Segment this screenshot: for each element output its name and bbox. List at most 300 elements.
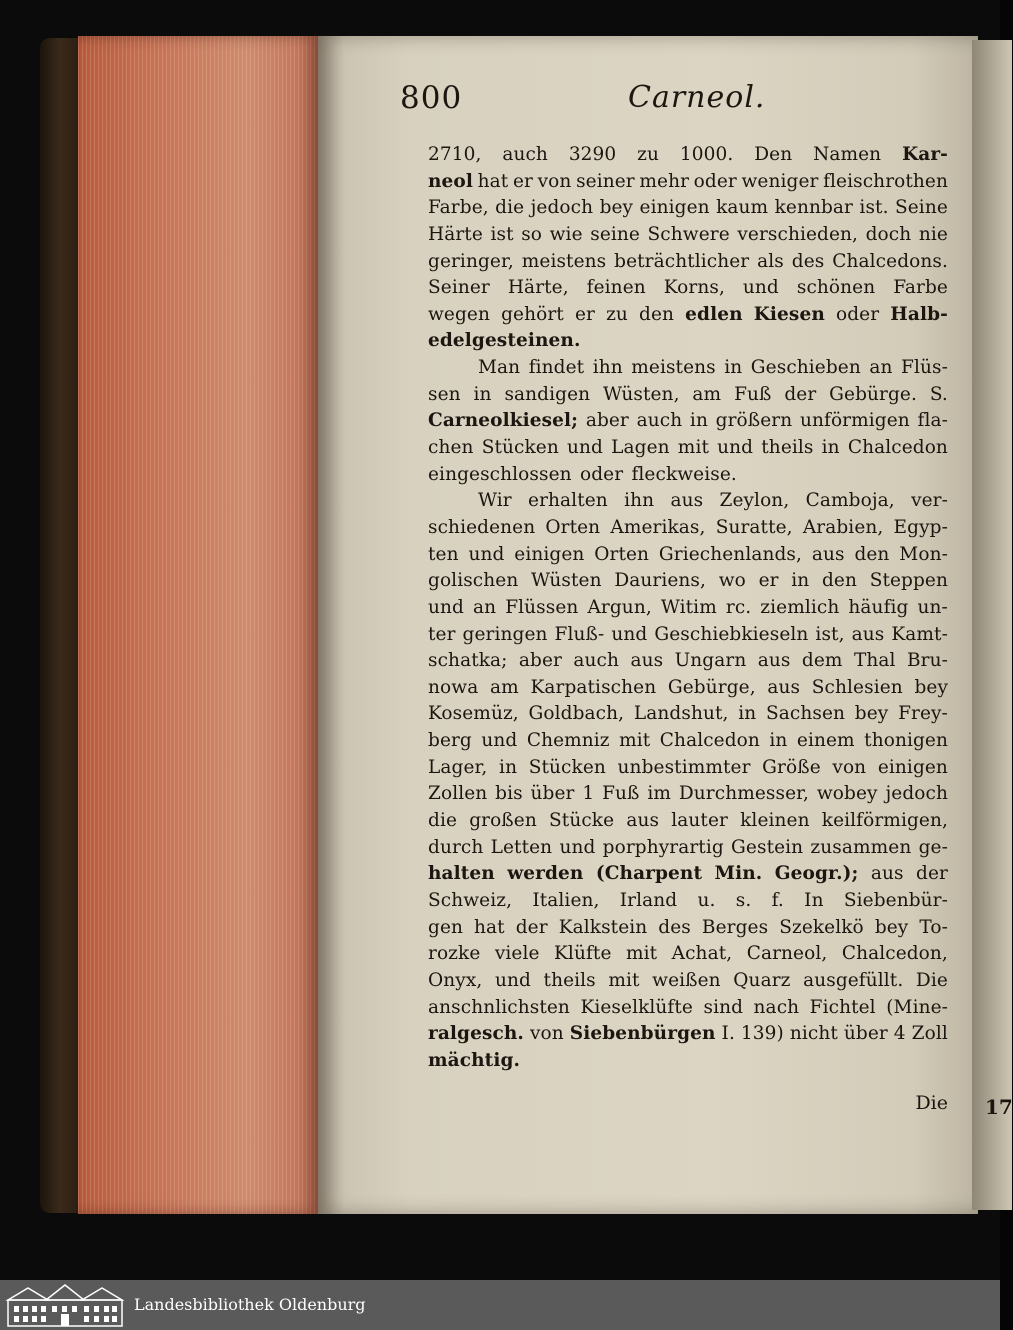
word: Chalcedon — [659, 730, 760, 752]
word: Kamt- — [891, 623, 948, 645]
word: jedoch — [530, 197, 594, 219]
word: gehört — [501, 303, 564, 325]
text-line — [428, 142, 948, 169]
word: Größe — [762, 756, 821, 778]
word: Gebürge, — [667, 676, 756, 698]
word: als — [757, 250, 784, 272]
library-name: Landesbibliothek Oldenburg — [134, 1295, 366, 1314]
word: aus — [870, 863, 904, 885]
word: s. — [735, 889, 752, 911]
word: dem — [801, 650, 843, 672]
word: Schlesien — [811, 676, 903, 698]
word: über — [843, 1023, 888, 1045]
word: rc. — [725, 596, 752, 618]
word: meistens — [521, 250, 607, 272]
word: Carneolkiesel; — [428, 410, 579, 432]
text-line — [428, 355, 948, 382]
word: bey — [914, 676, 948, 698]
word: Härte — [428, 223, 483, 245]
word: die — [495, 197, 525, 219]
word: größern — [715, 410, 793, 432]
word: nie — [918, 223, 948, 245]
word: golischen — [428, 570, 519, 592]
word: Frey- — [898, 703, 948, 725]
word: zu — [606, 303, 628, 325]
word: Farbe, — [428, 197, 489, 219]
word: ten — [428, 543, 459, 565]
word: Kiesen — [753, 303, 825, 325]
word: Wüsten, — [603, 383, 680, 405]
word: nach — [753, 996, 800, 1018]
word: Härte, — [507, 277, 569, 299]
word: oder — [579, 463, 624, 485]
word: kennbar — [774, 197, 853, 219]
word: mit — [625, 943, 658, 965]
word: Witim — [660, 596, 717, 618]
word: des — [791, 250, 825, 272]
word: und — [567, 437, 603, 459]
word: wobey — [816, 783, 878, 805]
word: Orten — [545, 516, 601, 538]
word: einigen — [514, 543, 585, 565]
word: Orten — [594, 543, 650, 565]
word: Steppen — [869, 570, 948, 592]
page-number: 800 — [400, 80, 463, 116]
text-line — [428, 941, 948, 968]
word: ralgesch. — [428, 1023, 524, 1045]
word: über — [530, 783, 575, 805]
word: fleckweise. — [631, 463, 737, 485]
word: In — [804, 889, 824, 911]
word: schönen — [796, 277, 876, 299]
word: Suratte, — [715, 516, 793, 538]
word: und — [611, 623, 648, 645]
text-line — [428, 542, 948, 569]
word: Stücken — [481, 437, 559, 459]
word: Griechenlands, — [658, 543, 802, 565]
word: Landshut, — [633, 703, 729, 725]
word: er — [758, 570, 779, 592]
word: Dauriens, — [614, 570, 706, 592]
word: ter — [428, 623, 456, 645]
word: aus — [670, 490, 704, 512]
word: Gebürge. — [829, 383, 917, 405]
word: auch — [573, 650, 620, 672]
word: oder — [693, 170, 737, 192]
word: und — [481, 730, 518, 752]
text-line — [428, 488, 948, 515]
word: er — [512, 170, 533, 192]
word: weißen — [652, 969, 721, 991]
word: aus — [811, 543, 845, 565]
word: aber — [518, 650, 562, 672]
word: einem — [796, 730, 855, 752]
word: Gestein — [731, 836, 804, 858]
word: und — [717, 437, 754, 459]
word: fleischrothen — [823, 170, 948, 192]
word: rozke — [428, 943, 481, 965]
text-line — [428, 169, 948, 196]
word: edlen — [685, 303, 743, 325]
running-head: Carneol. — [628, 80, 766, 115]
word: in — [738, 703, 757, 725]
text-line — [428, 781, 948, 808]
word: in — [769, 730, 788, 752]
word: Man — [478, 357, 521, 379]
word: I. — [721, 1023, 735, 1045]
word: erhalten — [528, 490, 608, 512]
word: aus — [767, 676, 801, 698]
word: nowa — [428, 676, 479, 698]
word: schatka; — [428, 650, 508, 672]
text-line — [428, 888, 948, 915]
text-line — [428, 222, 948, 249]
word: in — [689, 410, 708, 432]
word: Zoll — [911, 1023, 948, 1045]
text-line — [428, 675, 948, 702]
text-line — [428, 701, 948, 728]
word: am — [692, 383, 722, 405]
word: seine — [590, 223, 640, 245]
word: Min. — [714, 863, 763, 885]
word: (Mine- — [886, 996, 948, 1018]
word: aus — [630, 650, 664, 672]
word: Amerikas, — [610, 516, 706, 538]
word: Zollen — [428, 783, 488, 805]
word: Goldbach, — [528, 703, 625, 725]
text-line — [428, 435, 948, 462]
word: zusammen — [810, 836, 912, 858]
word: oder — [835, 303, 880, 325]
word: lauter — [671, 810, 728, 832]
word: er — [574, 303, 595, 325]
word: Bru- — [906, 650, 948, 672]
word: Kieselklüfte — [580, 996, 693, 1018]
word: Geschieben — [750, 357, 861, 379]
text-line — [428, 728, 948, 755]
word: in — [724, 357, 743, 379]
word: viele — [494, 943, 540, 965]
word: einigen — [639, 197, 710, 219]
word: an — [473, 596, 497, 618]
word: Schweiz, — [428, 889, 513, 911]
word: wegen — [428, 303, 490, 325]
text-line — [428, 595, 948, 622]
word: 4 — [893, 1023, 906, 1045]
word: in — [791, 570, 810, 592]
word: 1 — [582, 783, 595, 805]
word: Chalcedons. — [832, 250, 948, 272]
word: an — [869, 357, 893, 379]
word: ver- — [911, 490, 948, 512]
text-line — [428, 808, 948, 835]
word: Lager, — [428, 756, 488, 778]
word: Zeylon, — [719, 490, 790, 512]
word: meistens — [631, 357, 716, 379]
word: Fluß- — [554, 623, 605, 645]
word: eingeschlossen — [428, 463, 572, 485]
word: Irland — [619, 889, 678, 911]
word: Argun, — [587, 596, 652, 618]
word: durch — [428, 836, 484, 858]
word: häufig — [848, 596, 909, 618]
word: Klüfte — [554, 943, 612, 965]
word: porphyrartig — [602, 836, 724, 858]
word: Fuß — [734, 383, 772, 405]
word: Chemniz — [526, 730, 610, 752]
word: Letten — [490, 836, 553, 858]
word: Flüssen — [505, 596, 579, 618]
word: den — [854, 543, 890, 565]
word: Flüs- — [901, 357, 948, 379]
word: und — [742, 277, 779, 299]
word: werden — [507, 863, 584, 885]
word: Siebenbür- — [843, 889, 948, 911]
text-line — [428, 648, 948, 675]
text-line — [428, 328, 948, 355]
word: ge- — [918, 836, 948, 858]
word: fla- — [917, 410, 948, 432]
word: aus — [626, 810, 660, 832]
word: mehr — [639, 170, 690, 192]
body-text — [428, 142, 948, 1074]
word: von — [537, 170, 572, 192]
word: unbestimmter — [617, 756, 751, 778]
page-edges — [78, 36, 318, 1214]
word: un- — [917, 596, 948, 618]
word: doch — [865, 223, 912, 245]
word: Farbe — [893, 277, 948, 299]
word: ziemlich — [760, 596, 840, 618]
word: neol — [428, 170, 473, 192]
word: so — [521, 223, 543, 245]
word: 1000. — [679, 144, 734, 165]
word: den — [639, 303, 675, 325]
word: der — [916, 863, 948, 885]
word: Karpatischen — [530, 676, 657, 698]
word: bey — [599, 197, 634, 219]
word: bey — [854, 703, 889, 725]
word: am — [490, 676, 519, 698]
word: in — [473, 383, 492, 405]
word: Arabien, — [802, 516, 884, 538]
word: Camboja, — [805, 490, 895, 512]
word: und — [468, 543, 505, 565]
word: 2710, — [428, 144, 482, 165]
text-line — [428, 915, 948, 942]
word: Berges — [701, 916, 769, 938]
word: Szekelkö — [779, 916, 864, 938]
text-line — [428, 995, 948, 1022]
word: Halb- — [890, 303, 948, 325]
word: Stücke — [549, 810, 615, 832]
word: mit — [677, 437, 709, 459]
word: verschieden, — [737, 223, 859, 245]
text-line — [428, 861, 948, 888]
text-line — [428, 302, 948, 329]
word: Carneol, — [746, 943, 828, 965]
word: gen — [428, 916, 464, 938]
word: mit — [619, 730, 651, 752]
word: sind — [703, 996, 744, 1018]
text-line — [428, 1021, 948, 1048]
word: Seiner — [428, 277, 490, 299]
word: des — [658, 916, 691, 938]
word: To- — [919, 916, 948, 938]
page-content — [400, 80, 948, 1114]
word: (Charpent — [595, 863, 703, 885]
word: Lagen — [611, 437, 670, 459]
word: Ungarn — [674, 650, 747, 672]
word: berg — [428, 730, 472, 752]
word: Korns, — [663, 277, 725, 299]
text-line — [428, 275, 948, 302]
word: Schwere — [647, 223, 730, 245]
word: einigen — [877, 756, 948, 778]
text-line — [428, 382, 948, 409]
word: der — [784, 383, 817, 405]
word: u. — [697, 889, 716, 911]
word: schiedenen — [428, 516, 536, 538]
word: theils — [543, 969, 596, 991]
text-line — [428, 462, 948, 489]
word: Geschiebkieseln — [654, 623, 809, 645]
word: Egyp- — [893, 516, 948, 538]
word: großen — [469, 810, 537, 832]
word: ist. — [859, 197, 889, 219]
word: jedoch — [885, 783, 948, 805]
word: keilförmigen, — [821, 810, 948, 832]
word: Chalcedon, — [841, 943, 948, 965]
text-line — [428, 1048, 948, 1075]
word: zu — [637, 144, 660, 165]
word: Italien, — [532, 889, 600, 911]
word: der — [515, 916, 548, 938]
word: Stücken — [528, 756, 606, 778]
word: Quarz — [733, 969, 791, 991]
word: bis — [495, 783, 523, 805]
word: Wir — [478, 490, 512, 512]
word: und — [494, 969, 531, 991]
text-line — [428, 408, 948, 435]
word: weniger — [741, 170, 819, 192]
word: sandigen — [504, 383, 591, 405]
word: Seine — [894, 197, 948, 219]
word: Durchmesser, — [678, 783, 810, 805]
word: halten — [428, 863, 495, 885]
word: aus — [851, 623, 885, 645]
word: im — [647, 783, 671, 805]
text-line — [428, 249, 948, 276]
word: mit — [608, 969, 640, 991]
word: kaum — [716, 197, 769, 219]
word: den — [821, 570, 857, 592]
word: und — [428, 596, 464, 618]
word: ist, — [815, 623, 845, 645]
word: theils — [761, 437, 814, 459]
page-header — [400, 80, 948, 130]
word: Kosemüz, — [428, 703, 519, 725]
word: Onyx, — [428, 969, 483, 991]
word: Wüsten — [531, 570, 602, 592]
word: Sachsen — [766, 703, 846, 725]
word: Mon- — [899, 543, 948, 565]
word: Geogr.); — [774, 863, 859, 885]
word: in — [821, 437, 840, 459]
word: von — [832, 756, 867, 778]
word: Fichtel — [809, 996, 876, 1018]
word: Die — [915, 969, 948, 991]
word: anschnlichsten — [428, 996, 570, 1018]
word: wo — [718, 570, 746, 592]
word: in — [499, 756, 518, 778]
word: beträchtlicher — [614, 250, 750, 272]
library-building-icon — [6, 1282, 124, 1328]
word: und — [559, 836, 596, 858]
word: auch — [636, 410, 683, 432]
word: feinen — [586, 277, 646, 299]
word: edelgesteinen. — [428, 330, 581, 352]
word: von — [529, 1023, 564, 1045]
word: nicht — [789, 1023, 838, 1045]
word: hat — [474, 916, 505, 938]
word: ist — [490, 223, 514, 245]
word: 3290 — [568, 144, 617, 165]
text-line — [428, 195, 948, 222]
word: 139) — [740, 1023, 784, 1045]
catchword: Die — [915, 1092, 948, 1114]
text-line — [428, 835, 948, 862]
word: seiner — [576, 170, 635, 192]
text-line — [428, 568, 948, 595]
word: Thal — [853, 650, 896, 672]
word: bey — [874, 916, 909, 938]
word: geringen — [462, 623, 548, 645]
word: Achat, — [671, 943, 733, 965]
word: Kar- — [902, 144, 948, 165]
text-line — [428, 968, 948, 995]
text-line — [428, 755, 948, 782]
word: geringer, — [428, 250, 514, 272]
word: Chalcedon — [847, 437, 948, 459]
text-line — [428, 622, 948, 649]
word: mächtig. — [428, 1049, 521, 1071]
word: findet — [528, 357, 585, 379]
word: f. — [771, 889, 784, 911]
facing-page-edge — [972, 40, 1012, 1210]
word: Namen — [813, 144, 882, 165]
word: S. — [929, 383, 948, 405]
word: sen — [428, 383, 461, 405]
word: ausgefüllt. — [803, 969, 904, 991]
word: aus — [757, 650, 791, 672]
word: thonigen — [864, 730, 948, 752]
word: ihn — [592, 357, 623, 379]
facing-page-fragment: 17 — [985, 1095, 1013, 1119]
text-line — [428, 515, 948, 542]
word: chen — [428, 437, 474, 459]
word: kleinen — [740, 810, 810, 832]
word: Fuß — [602, 783, 640, 805]
word: wie — [549, 223, 583, 245]
word: ihn — [624, 490, 655, 512]
word: Den — [754, 144, 793, 165]
word: auch — [502, 144, 548, 165]
word: die — [428, 810, 458, 832]
word: unförmigen — [799, 410, 910, 432]
word: Kalkstein — [558, 916, 648, 938]
word: hat — [477, 170, 509, 192]
